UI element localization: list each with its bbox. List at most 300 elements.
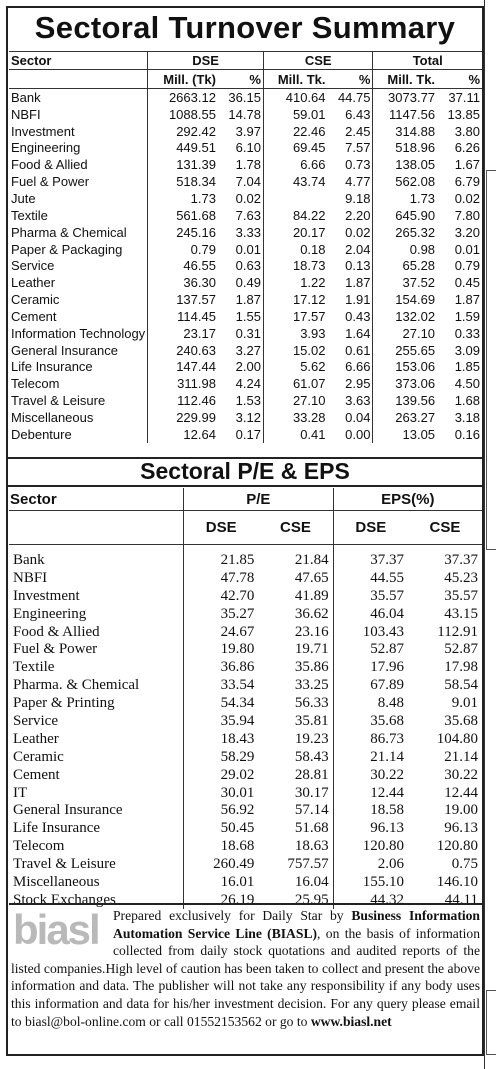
value-cell: 1.68 (454, 393, 480, 409)
value-cell: 1088.55 (148, 106, 218, 123)
value-cell: 19.00 (444, 802, 478, 819)
value-cell: 30.17 (294, 784, 329, 801)
sector-name: Travel & Leisure (13, 856, 116, 873)
footer-company: Business Information Automation Service Line (BIASL) (113, 908, 480, 941)
table-row (9, 190, 482, 207)
sub-header: % (218, 70, 263, 89)
value-cell: 46.55 (148, 257, 218, 274)
table-row (9, 748, 482, 766)
table-row (9, 325, 482, 342)
value-cell: 59.01 (263, 106, 327, 123)
value-cell: 2.95 (345, 376, 371, 392)
value-cell: 0.33 (454, 325, 480, 341)
value-cell: 3.09 (454, 342, 480, 358)
value-cell: 51.68 (294, 820, 329, 837)
table-row (9, 766, 482, 784)
value-cell: 47.65 (294, 569, 329, 586)
sector-name: Fuel & Power (11, 174, 90, 190)
sector-name: Travel & Leisure (11, 393, 106, 409)
sector-name: Life Insurance (13, 820, 101, 837)
sector-name: Debenture (11, 426, 72, 442)
value-cell: 0.43 (345, 308, 371, 324)
value-cell: 137.57 (148, 291, 218, 308)
value-cell: 1.91 (345, 292, 371, 308)
value-cell: 0.01 (235, 241, 261, 257)
value-cell: 26.19 (184, 891, 259, 909)
value-cell: 3.93 (263, 325, 327, 342)
value-cell: 33.25 (294, 677, 329, 694)
sector-name: Jute (11, 190, 36, 206)
value-cell: 0.02 (235, 190, 261, 206)
value-cell: 265.32 (373, 224, 437, 241)
sector-name: Textile (13, 659, 55, 676)
sector-name: Paper & Packaging (11, 241, 123, 257)
pe-eps-title: Sectoral P/E & EPS (140, 458, 350, 484)
value-cell: 33.28 (263, 409, 327, 426)
table-row (9, 409, 482, 426)
value-cell: 260.49 (184, 855, 259, 873)
table-row (9, 89, 482, 106)
value-cell: 15.02 (263, 342, 327, 359)
value-cell: 2.06 (333, 855, 408, 873)
value-cell: 29.02 (184, 766, 259, 784)
adjacent-column-box (486, 170, 496, 550)
value-cell: 43.74 (263, 173, 327, 190)
sector-name: Paper & Printing (13, 695, 115, 712)
value-cell: 154.69 (373, 291, 437, 308)
value-cell: 30.01 (184, 784, 259, 802)
value-cell: 138.05 (373, 156, 437, 173)
value-cell: 0.31 (235, 325, 261, 341)
value-cell: 292.42 (148, 123, 218, 140)
table-row (9, 623, 482, 641)
value-cell: 44.55 (333, 569, 408, 587)
value-cell: 27.10 (373, 325, 437, 342)
value-cell (263, 190, 327, 207)
sector-header: Sector (9, 488, 184, 511)
value-cell: 120.80 (333, 837, 408, 855)
value-cell: 36.62 (294, 605, 329, 622)
value-cell: 19.71 (294, 641, 329, 658)
sector-name: Pharma. & Chemical (13, 677, 140, 694)
value-cell: 22.46 (263, 123, 327, 140)
value-cell: 2.45 (345, 123, 371, 139)
value-cell: 518.96 (373, 140, 437, 157)
value-cell: 757.57 (287, 856, 329, 873)
value-cell: 25.95 (294, 891, 329, 908)
value-cell: 36.86 (184, 658, 259, 676)
table-row (9, 241, 482, 258)
adjacent-column-box (486, 990, 496, 1055)
value-cell: 35.57 (444, 587, 478, 604)
value-cell: 2.04 (345, 241, 371, 257)
value-cell: 6.79 (454, 174, 480, 190)
value-cell: 1147.56 (373, 106, 437, 123)
value-cell: 0.73 (345, 157, 371, 173)
value-cell: 35.86 (294, 659, 329, 676)
value-cell: 4.77 (345, 174, 371, 190)
value-cell: 12.44 (444, 784, 478, 801)
table-row (9, 426, 482, 443)
value-cell: 12.64 (148, 426, 218, 443)
sector-name: Food & Allied (13, 623, 100, 640)
value-cell: 16.01 (184, 873, 259, 891)
value-cell: 0.00 (345, 426, 371, 442)
value-cell: 410.64 (263, 89, 327, 106)
value-cell: 0.18 (263, 241, 327, 258)
value-cell: 0.04 (345, 409, 371, 425)
value-cell: 67.89 (333, 676, 408, 694)
value-cell: 61.07 (263, 375, 327, 392)
table-row (9, 658, 482, 676)
value-cell: 56.33 (294, 695, 329, 712)
table-row (9, 676, 482, 694)
value-cell: 17.98 (444, 659, 478, 676)
table-row (9, 274, 482, 291)
value-cell: 84.22 (263, 207, 327, 224)
value-cell: 18.43 (184, 730, 259, 748)
table-row (9, 605, 482, 623)
value-cell: 561.68 (148, 207, 218, 224)
sector-name: Pharma & Chemical (11, 224, 127, 240)
value-cell: 28.81 (294, 766, 329, 783)
table-row (9, 257, 482, 274)
value-cell: 1.53 (235, 393, 261, 409)
sector-name: Bank (11, 89, 41, 105)
biasl-logo: biasl (13, 906, 99, 953)
value-cell: 86.73 (333, 730, 408, 748)
table-row (9, 640, 482, 658)
table-row (9, 106, 482, 123)
value-cell: 146.10 (436, 873, 478, 890)
value-cell: 120.80 (436, 838, 478, 855)
table-row (9, 784, 482, 802)
value-cell: 18.63 (294, 838, 329, 855)
sector-name: Investment (11, 123, 75, 139)
value-cell: 44.75 (337, 89, 371, 105)
sector-name: Leather (11, 275, 56, 291)
value-cell: 37.37 (333, 551, 408, 569)
value-cell: 245.16 (148, 224, 218, 241)
value-cell: 518.34 (148, 173, 218, 190)
value-cell: 17.12 (263, 291, 327, 308)
sector-name: NBFI (11, 106, 41, 122)
table-row (9, 819, 482, 837)
sector-name: Stock Exchanges (13, 891, 116, 908)
value-cell: 1.73 (148, 190, 218, 207)
value-cell: 112.91 (437, 623, 478, 640)
value-cell: 37.11 (448, 89, 480, 105)
value-cell: 0.02 (345, 224, 371, 240)
value-cell: 3.12 (235, 409, 261, 425)
sector-name: Ceramic (11, 292, 60, 308)
value-cell: 7.04 (235, 174, 261, 190)
table-row (9, 801, 482, 819)
value-cell: 33.54 (184, 676, 259, 694)
value-cell: 44.32 (333, 891, 408, 909)
table-row (9, 712, 482, 730)
value-cell: 0.63 (235, 258, 261, 274)
sector-name: Service (13, 712, 58, 729)
value-cell: 0.17 (235, 426, 261, 442)
value-cell: 21.14 (333, 748, 408, 766)
value-cell: 3.27 (235, 342, 261, 358)
value-cell: 65.28 (373, 257, 437, 274)
value-cell: 240.63 (148, 342, 218, 359)
value-cell: 3.97 (235, 123, 261, 139)
table-row (9, 173, 482, 190)
sector-name: Cement (13, 766, 60, 783)
sub-header: DSE (333, 511, 408, 545)
sector-name: General Insurance (11, 342, 118, 358)
table-row (9, 291, 482, 308)
value-cell: 19.23 (294, 730, 329, 747)
value-cell: 373.06 (373, 375, 437, 392)
value-cell: 57.14 (294, 802, 329, 819)
value-cell: 7.80 (454, 207, 480, 223)
value-cell: 54.34 (184, 694, 259, 712)
value-cell: 9.18 (345, 190, 371, 206)
value-cell: 0.49 (235, 275, 261, 291)
value-cell: 21.84 (294, 551, 329, 568)
turnover-table (9, 51, 482, 443)
pe-header: P/E (184, 488, 334, 511)
value-cell: 69.45 (263, 140, 327, 157)
value-cell: 35.81 (294, 712, 329, 729)
value-cell: 46.04 (333, 605, 408, 623)
sub-header: CSE (258, 511, 333, 545)
value-cell: 4.50 (454, 376, 480, 392)
value-cell: 255.65 (373, 342, 437, 359)
sector-name: Information Technology (11, 325, 146, 341)
value-cell: 43.15 (444, 605, 478, 622)
value-cell: 0.41 (263, 426, 327, 443)
sector-name: Bank (13, 551, 45, 568)
value-cell: 9.01 (451, 695, 478, 712)
value-cell: 37.37 (444, 551, 478, 568)
value-cell: 21.85 (184, 551, 259, 569)
value-cell: 1.55 (235, 308, 261, 324)
value-cell: 42.70 (184, 587, 259, 605)
value-cell: 6.10 (235, 140, 261, 156)
value-cell: 6.66 (263, 156, 327, 173)
value-cell: 314.88 (373, 123, 437, 140)
eps-header: EPS(%) (333, 488, 482, 511)
value-cell: 58.43 (294, 748, 329, 765)
value-cell: 44.11 (444, 891, 478, 908)
table-row (9, 855, 482, 873)
value-cell: 58.54 (444, 677, 478, 694)
value-cell: 96.13 (333, 819, 408, 837)
value-cell: 35.68 (444, 712, 478, 729)
value-cell: 311.98 (148, 375, 218, 392)
pe-eps-table (9, 488, 482, 909)
table-row (9, 359, 482, 376)
value-cell: 155.10 (333, 873, 408, 891)
sub-header: Mill. (Tk) (148, 70, 218, 89)
value-cell: 1.87 (454, 292, 480, 308)
table-row (9, 873, 482, 891)
table-row (9, 392, 482, 409)
value-cell: 5.62 (263, 359, 327, 376)
cse-header: CSE (263, 52, 373, 70)
value-cell: 14.78 (228, 106, 261, 122)
value-cell: 6.26 (454, 140, 480, 156)
table-row (9, 123, 482, 140)
value-cell: 1.59 (454, 308, 480, 324)
value-cell: 0.16 (454, 426, 480, 442)
value-cell: 52.87 (444, 641, 478, 658)
sector-name: Miscellaneous (13, 873, 100, 890)
value-cell: 1.87 (235, 292, 261, 308)
value-cell: 0.79 (148, 241, 218, 258)
value-cell: 12.44 (333, 784, 408, 802)
value-cell: 35.68 (333, 712, 408, 730)
value-cell: 24.67 (184, 623, 259, 641)
value-cell: 13.05 (373, 426, 437, 443)
total-header: Total (373, 52, 482, 70)
value-cell: 104.80 (436, 730, 478, 747)
value-cell: 7.63 (235, 207, 261, 223)
table-row (9, 694, 482, 712)
table-row (9, 551, 482, 569)
sector-name: NBFI (13, 569, 48, 586)
sub-header: % (328, 70, 373, 89)
value-cell: 0.01 (454, 241, 480, 257)
value-cell: 13.85 (447, 106, 480, 122)
footer-text: Prepared exclusively for Daily Star by (113, 908, 344, 923)
sector-header: Sector (9, 52, 148, 70)
table-row (9, 730, 482, 748)
value-cell: 19.80 (184, 640, 259, 658)
value-cell: 6.43 (345, 106, 371, 122)
value-cell: 1.73 (373, 190, 437, 207)
sector-name: Telecom (11, 376, 60, 392)
value-cell: 1.22 (263, 274, 327, 291)
footer-link[interactable]: www.biasl.net (310, 1013, 392, 1029)
sub-header: CSE (408, 511, 482, 545)
value-cell: 0.98 (373, 241, 437, 258)
value-cell: 449.51 (148, 140, 218, 157)
value-cell: 58.29 (184, 748, 259, 766)
sector-name: Ceramic (13, 748, 64, 765)
table-row (9, 224, 482, 241)
value-cell: 35.27 (184, 605, 259, 623)
value-cell: 0.61 (345, 342, 371, 358)
value-cell: 17.96 (333, 658, 408, 676)
sector-name: General Insurance (13, 802, 123, 819)
dse-header: DSE (148, 52, 264, 70)
table-row (9, 207, 482, 224)
turnover-title: Sectoral Turnover Summary (34, 10, 456, 45)
value-cell: 114.45 (148, 308, 218, 325)
table-row (9, 375, 482, 392)
sub-header: % (437, 70, 482, 89)
sub-header: Mill. Tk. (373, 70, 437, 89)
value-cell: 0.45 (454, 275, 480, 291)
value-cell: 35.94 (184, 712, 259, 730)
value-cell: 1.67 (454, 157, 480, 173)
sector-name: Telecom (13, 838, 65, 855)
value-cell: 3.20 (454, 224, 480, 240)
sector-name: Food & Allied (11, 157, 88, 173)
sector-name: Fuel & Power (13, 641, 98, 658)
sector-name: Engineering (11, 140, 81, 156)
value-cell: 147.44 (148, 359, 218, 376)
value-cell: 1.78 (235, 157, 261, 173)
value-cell: 17.57 (263, 308, 327, 325)
value-cell: 27.10 (263, 392, 327, 409)
value-cell: 56.92 (184, 801, 259, 819)
value-cell: 1.64 (345, 325, 371, 341)
value-cell: 18.58 (333, 801, 408, 819)
footer-text: , on the basis of information collected from daily stock quotations and audited reports of the listed companies.High level of caution has been taken to collect and present the above information and data. The publisher will not take any responsibility if any body uses this information and data for his/her investment decision. For any query please email to biasl@bol-online.com or call 01552153562 or go to (11, 925, 480, 1029)
table-row (9, 569, 482, 587)
value-cell: 96.13 (444, 820, 478, 837)
value-cell: 3.63 (345, 393, 371, 409)
value-cell: 2.00 (235, 359, 261, 375)
sub-header: DSE (184, 511, 259, 545)
value-cell: 21.14 (444, 748, 478, 765)
value-cell: 0.79 (454, 258, 480, 274)
value-cell: 23.17 (148, 325, 218, 342)
sector-name: Miscellaneous (11, 409, 94, 425)
value-cell: 2663.12 (148, 89, 218, 106)
value-cell: 30.22 (444, 766, 478, 783)
value-cell: 1.87 (345, 275, 371, 291)
value-cell: 3073.77 (373, 89, 437, 106)
value-cell: 45.23 (444, 569, 478, 586)
value-cell: 103.43 (333, 623, 408, 641)
value-cell: 47.78 (184, 569, 259, 587)
table-row (9, 140, 482, 157)
value-cell: 20.17 (263, 224, 327, 241)
table-row (9, 587, 482, 605)
value-cell: 229.99 (148, 409, 218, 426)
value-cell: 263.27 (373, 409, 437, 426)
value-cell: 8.48 (333, 694, 408, 712)
value-cell: 0.75 (451, 856, 478, 873)
sector-name: Leather (13, 730, 59, 747)
value-cell: 23.16 (294, 623, 329, 640)
value-cell: 3.18 (454, 409, 480, 425)
value-cell: 2.20 (345, 207, 371, 223)
value-cell: 132.02 (373, 308, 437, 325)
value-cell: 36.30 (148, 274, 218, 291)
value-cell: 18.73 (263, 257, 327, 274)
sub-header: Mill. Tk. (263, 70, 327, 89)
sector-name: Cement (11, 308, 57, 324)
value-cell: 6.66 (345, 359, 371, 375)
value-cell: 30.22 (333, 766, 408, 784)
value-cell: 3.33 (235, 224, 261, 240)
value-cell: 37.52 (373, 274, 437, 291)
value-cell: 0.13 (345, 258, 371, 274)
value-cell: 16.04 (294, 873, 329, 890)
value-cell: 3.80 (454, 123, 480, 139)
value-cell: 112.46 (148, 392, 218, 409)
footer-note (9, 903, 482, 1053)
sector-name: Service (11, 258, 55, 274)
value-cell: 50.45 (184, 819, 259, 837)
value-cell: 153.06 (373, 359, 437, 376)
value-cell: 41.89 (294, 587, 329, 604)
sector-name: Investment (13, 587, 80, 604)
value-cell: 139.56 (373, 392, 437, 409)
value-cell: 52.87 (333, 640, 408, 658)
value-cell: 36.15 (228, 89, 261, 105)
value-cell: 7.57 (345, 140, 371, 156)
